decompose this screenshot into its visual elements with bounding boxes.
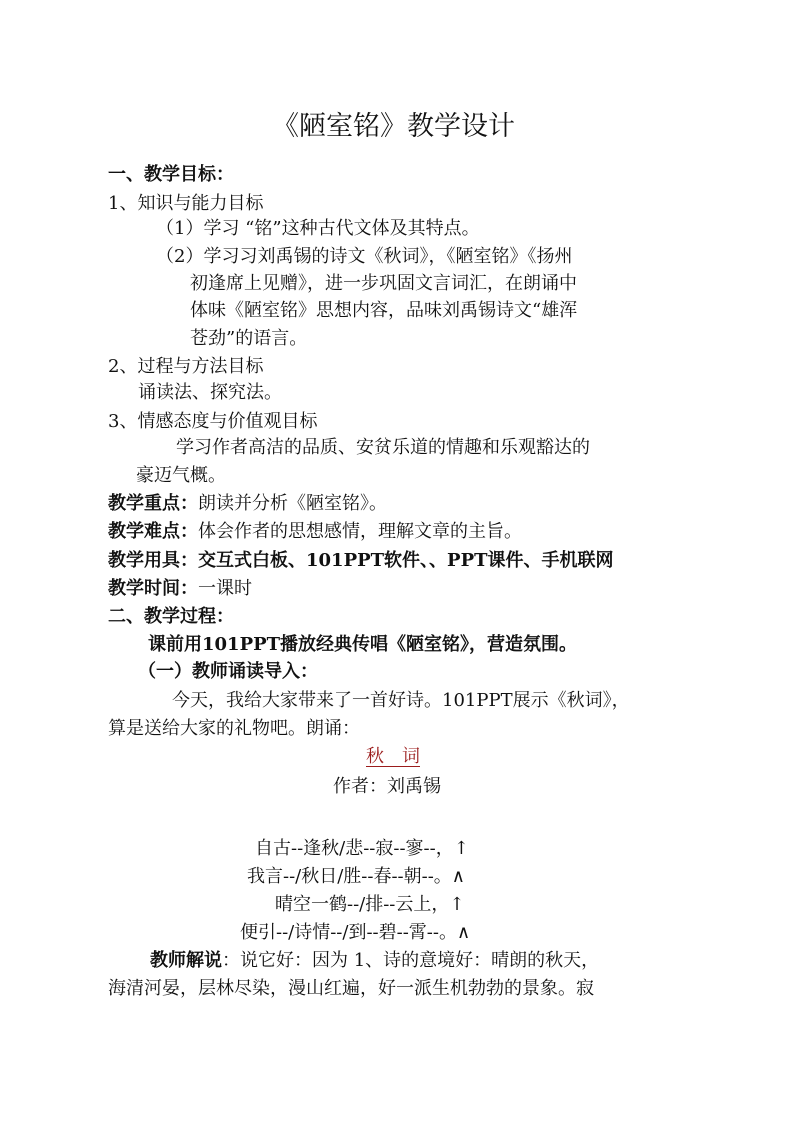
teacher-explanation <box>150 949 599 973</box>
objective-3-text-line-1: 学习作者高洁的品质、安贫乐道的情趣和乐观豁达的 <box>176 437 590 458</box>
page-title: 《陋室铭》教学设计 <box>272 111 515 142</box>
teaching-time-text: 一课时 <box>198 578 252 599</box>
poem-title: 秋 词 <box>366 746 420 767</box>
teacher-explanation-line-2: 海清河晏，层林尽染，漫山红遍，好一派生机勃勃的景象。寂 <box>108 978 594 999</box>
objective-1-item-2-line-1: （2）学习习刘禹锡的诗文《秋词》，《陋室铭》《扬州 <box>156 246 573 267</box>
teaching-difficulty-label: 教学难点： <box>108 521 198 542</box>
poem-line-1: 自古--逢秋/悲--寂--寥--，↑ <box>255 838 469 859</box>
intro-paragraph-line-2: 算是送给大家的礼物吧。朗诵： <box>108 718 360 739</box>
teacher-explanation-text: ：说它好：因为 1、诗的意境好：晴朗的秋天， <box>222 950 600 971</box>
objective-3-text-line-2: 豪迈气概。 <box>136 465 226 486</box>
intro-paragraph-line-1: 今天，我给大家带来了一首好诗。101PPT展示《秋词》， <box>172 690 630 711</box>
teaching-difficulty <box>108 520 522 544</box>
poem-line-3: 晴空一鹤--/排--云上，↑ <box>275 894 465 915</box>
section-heading-objectives: 一、教学目标： <box>108 164 234 185</box>
teaching-time-label: 教学时间： <box>108 578 198 599</box>
objective-3-heading: 3、情感态度与价值观目标 <box>108 411 318 432</box>
section-heading-process: 二、教学过程： <box>108 606 234 627</box>
poem-author: 作者：刘禹锡 <box>333 776 441 797</box>
teaching-focus <box>108 492 387 516</box>
pre-class-note: 课前用101PPT播放经典传唱《陋室铭》，营造氛围。 <box>148 634 578 655</box>
step-1-heading: （一）教师诵读导入： <box>138 661 318 682</box>
objective-1-heading: 1、知识与能力目标 <box>108 193 264 214</box>
objective-2-text: 诵读法、探究法。 <box>138 382 282 403</box>
teaching-difficulty-text: 体会作者的思想感情，理解文章的主旨。 <box>198 521 522 542</box>
objective-1-item-1: （1）学习 “铭”这种古代文体及其特点。 <box>156 218 480 239</box>
poem-line-2: 我言--/秋日/胜--春--朝--。∧ <box>247 866 465 887</box>
objective-2-heading: 2、过程与方法目标 <box>108 356 264 377</box>
objective-1-item-2-line-3: 体味《陋室铭》思想内容，品味刘禹锡诗文“雄浑 <box>190 300 578 321</box>
objective-1-item-2-line-2: 初逢席上见赠》，进一步巩固文言词汇，在朗诵中 <box>190 273 577 294</box>
teaching-tools: 教学用具：交互式白板、101PPT软件、、PPT课件、手机联网 <box>108 550 614 571</box>
objective-1-item-2-line-4: 苍劲”的语言。 <box>190 328 308 349</box>
teaching-focus-text: 朗读并分析《陋室铭》。 <box>198 493 387 514</box>
teaching-time <box>108 577 252 601</box>
teaching-focus-label: 教学重点： <box>108 493 198 514</box>
teacher-explanation-label: 教师解说 <box>150 950 222 971</box>
poem-line-4: 便引--/诗情--/到--碧--霄--。∧ <box>240 922 471 943</box>
